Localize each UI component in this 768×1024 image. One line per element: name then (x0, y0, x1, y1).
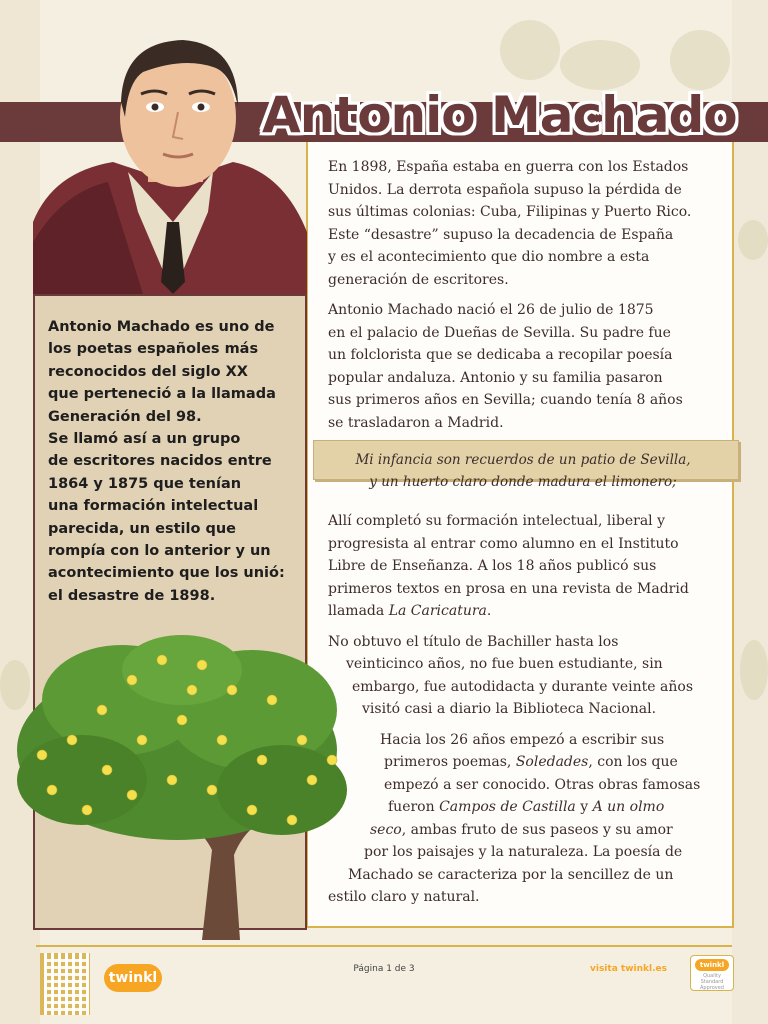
text-line: Este “desastre” supuso la decadencia de España (328, 226, 674, 243)
intro-line: que perteneció a la llamada (48, 386, 276, 403)
text-line: visitó casi a diario la Biblioteca Nacional. (362, 701, 657, 717)
intro-line: parecida, un estilo que (48, 520, 237, 537)
intro-line: una formación intelectual (48, 498, 259, 515)
magazine-title: La Caricatura (388, 603, 487, 619)
text-line: sus últimas colonias: Cuba, Filipinas y Puerto Rico. (328, 204, 692, 220)
text-line: generación de escritores. (328, 271, 509, 288)
paragraph-1 (328, 156, 720, 291)
text-line: Allí completó su formación intelectual, liberal y (328, 513, 666, 529)
text-line: En 1898, España estaba en guerra con los Estados (328, 159, 689, 175)
paragraph-3 (328, 510, 720, 623)
text-fragment: , con los que (588, 754, 678, 770)
text-line: Antonio Machado nació el 26 de julio de 1875 (328, 302, 654, 318)
quote-line: y un huerto claro donde madura el limonero; (369, 474, 677, 490)
text-line (328, 799, 664, 815)
intro-line: reconocidos del siglo XX (48, 363, 248, 380)
text-fragment: , ambas fruto de sus paseos y su amor (401, 821, 673, 838)
text-line: Hacia los 26 años empezó a escribir sus (380, 731, 665, 748)
text-line (328, 822, 673, 838)
page-background-right (732, 0, 768, 1024)
text-fragment: primeros poemas, (384, 754, 516, 770)
paragraph-2 (328, 299, 720, 434)
text-line: popular andaluza. Antonio y su familia pasaron (328, 369, 663, 386)
lemon-tree-illustration (12, 630, 352, 940)
intro-line: Generación del 98. (48, 408, 202, 425)
text-line: sus primeros años en Sevilla; cuando tenía 8 años (328, 392, 683, 408)
work-title: Soledades (515, 754, 589, 770)
text-fragment: fueron (388, 799, 440, 815)
text-line: Unidos. La derrota española supuso la pérdida de (328, 181, 682, 198)
text-line: y es el acontecimiento que dio nombre a esta (328, 249, 650, 265)
text-fragment: y (575, 799, 593, 815)
text-line: veinticinco años, no fue buen estudiante, sin (346, 656, 663, 672)
visit-link[interactable]: visita twinkl.es (590, 964, 667, 974)
text-fragment: . (486, 603, 492, 619)
text-line: No obtuvo el título de Bachiller hasta los (328, 633, 619, 650)
intro-line: Antonio Machado es uno de (48, 319, 275, 335)
paragraph-5 (328, 729, 720, 909)
badge-logo: twinkl (695, 959, 729, 971)
page-number: Página 1 de 3 (353, 964, 415, 974)
intro-line: de escritores nacidos entre (48, 453, 272, 470)
text-line: progresista al entrar como alumno en el Instituto (328, 535, 679, 552)
text-line: Libre de Enseñanza. A los 18 años publicó sus (328, 558, 657, 574)
text-line: en el palacio de Dueñas de Sevilla. Su padre fue (328, 324, 671, 341)
text-line: por los paisajes y la naturaleza. La poesía de (364, 844, 683, 860)
intro-line: Se llamó así a un grupo (48, 431, 241, 448)
quality-badge (690, 955, 734, 991)
intro-line: 1864 y 1875 que tenían (48, 475, 242, 492)
intro-line: el desastre de 1898. (48, 587, 216, 604)
intro-text (48, 316, 298, 607)
page-title: Antonio Machado (262, 86, 737, 144)
text-line: Machado se caracteriza por la sencillez de un (348, 866, 674, 883)
text-line: empezó a ser conocido. Otras obras famosas (384, 776, 701, 793)
background-leaf-decoration (738, 220, 768, 260)
text-line: estilo claro y natural. (328, 889, 480, 905)
portrait-illustration (33, 22, 307, 294)
body-text (328, 156, 720, 917)
footer-divider (36, 945, 732, 947)
background-leaf-decoration (500, 20, 560, 80)
quote-text (333, 449, 713, 493)
intro-line: acontecimiento que los unió: (48, 565, 285, 582)
quote-line: Mi infancia son recuerdos de un patio de Sevilla, (355, 452, 691, 468)
work-title: A un olmo (592, 799, 665, 815)
paragraph-4 (328, 631, 720, 721)
text-line (328, 754, 678, 770)
intro-line: rompía con lo anterior y un (48, 543, 271, 560)
background-leaf-decoration (740, 640, 768, 700)
text-fragment: llamada (328, 603, 389, 619)
text-line: un folclorista que se dedicaba a recopilar poesía (328, 347, 673, 363)
text-line: primeros textos en prosa en una revista de Madrid (328, 580, 689, 597)
badge-text: Quality Standard Approved (700, 973, 724, 991)
text-line: embargo, fue autodidacta y durante veinte años (352, 678, 693, 695)
qr-code-pattern (44, 957, 86, 1011)
text-line: se trasladaron a Madrid. (328, 414, 504, 431)
work-title: seco (370, 821, 402, 838)
work-title: Campos de Castilla (439, 799, 576, 815)
intro-line: los poetas españoles más (48, 341, 259, 358)
twinkl-logo[interactable]: twinkl (104, 964, 162, 992)
